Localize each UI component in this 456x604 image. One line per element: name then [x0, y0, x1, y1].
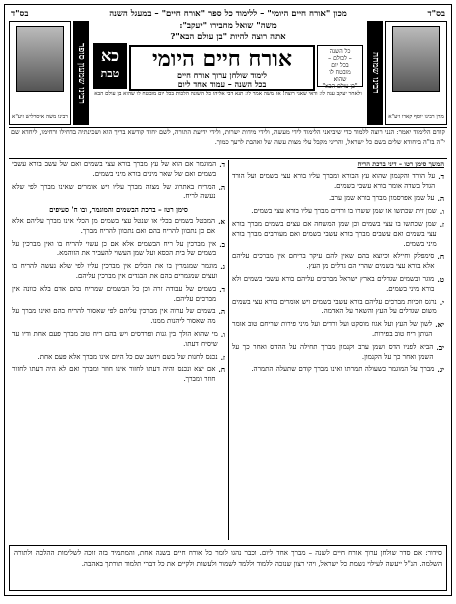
- side-box-line: כל השנה: [329, 48, 351, 55]
- list-item: [232, 220, 444, 249]
- document-page: [4, 4, 452, 596]
- item-number: ג.: [220, 262, 225, 272]
- list-item: [232, 172, 444, 192]
- portrait-left: [9, 21, 71, 125]
- top-line-center: מכון "אורח חיים היומי" – ללימוד כל ספר "אורח חיים" – במעגל השנה: [109, 8, 347, 19]
- list-item: [12, 330, 225, 350]
- side-box-line: – לכולם –: [328, 55, 352, 62]
- date-box: [93, 43, 127, 89]
- item-text: על שמן אפרסמון מברך בורא שמן ערב.: [328, 194, 435, 203]
- top-line-right: בס"ד: [427, 8, 445, 19]
- strip-right: רבינו שמחה: [367, 21, 383, 125]
- list-item: [232, 275, 444, 295]
- item-number: ו.: [220, 329, 225, 339]
- item-text: סימפלק וחיילא וכיוצא בהם שאין להם עיקר בריחם אין מברכים עליהם אלא בורא עצי בשמים שהרי הם גדלים מן העץ.: [232, 252, 435, 271]
- item-number: ב.: [219, 239, 225, 249]
- list-item: [232, 365, 444, 375]
- side-box-line: שהוא: [333, 76, 347, 83]
- item-text: מי שהוא הולך בין גנות ופרדסים ויש בהם ריח טוב מברך פעם אחת ודיו עד שיסיח דעתו.: [12, 329, 218, 348]
- left-column-top-items: [12, 160, 225, 202]
- content-columns: [9, 160, 447, 540]
- title-box: [129, 45, 315, 91]
- section-heading: סימן רטז – ברכת הבשמים והמוגמר, ובו ח' סעיפים: [49, 205, 188, 215]
- item-number: ז.: [439, 219, 444, 229]
- top-line-left: בס"ד: [11, 8, 29, 19]
- strip-left: רבינו שמעון סופר: [73, 21, 89, 125]
- footer-note: סידור: אם סדר שולחן ערוך אורח חיים לשנה – מברך אחד ליום. וכבר נהגו לומר כל אורח חיים בשנה אחת, והמתמיד בזה זוכה לשלימות ההלכה ולתורה השלמה. הנ"ל ייעשה לעילוי נשמת כל ישראל, ויהי רצון שנזכה ללמוד וללמד לשמור ולעשות ולקיים את כל דברי תלמוד תורתך באהבה.: [9, 545, 447, 591]
- item-text: נכנס לחנות של בשם ויושב שם כל היום אינו מברך אלא פעם אחת.: [37, 352, 218, 361]
- page-title: אורח חיים היומי: [151, 46, 293, 72]
- header-line-2: אתה רוצה להיות "בן עולם הבא"?: [170, 32, 286, 42]
- list-item: [232, 207, 444, 217]
- item-text: מוגמר שמגמרין בו את הכלים אין מברכין עליו לפי שלא נעשה להריח בו ועצים שמגמרים בהם את הבגדים אין מברכין עליהם.: [12, 262, 218, 280]
- header-center: [93, 21, 363, 125]
- item-text: מברך על המוגמר כשעולה תמרתו ואינו מברך קודם שתעלה התמרה.: [251, 365, 435, 374]
- item-text: המבטל בשמים בכלי או שנטל עצי בשמים מן הכלי אינו מברך עליהם אלא אם כן נתכוון להריח בהם ואם נתכוון להריח מברך.: [12, 216, 216, 235]
- item-number: ד.: [438, 171, 444, 181]
- date-month: טבת: [100, 67, 120, 80]
- item-number: ט.: [437, 274, 444, 284]
- list-item: [12, 262, 225, 282]
- item-number: ד.: [219, 284, 225, 294]
- left-column: [9, 160, 228, 540]
- item-text: בשמים של ערוה אין מברכין עליהם לפי שאסור להריח בהם ואינו מברך על מה שאסור ליהנות ממנו.: [12, 307, 216, 326]
- portrait-left-image: [16, 26, 64, 92]
- item-text: הביא לפניו הדס ושמן ערב וקנמון מברך תחילה על ההדס ואחר כך על השמן ואחר כך על הקנמון.: [232, 342, 434, 361]
- item-number: יא.: [435, 320, 444, 330]
- list-item: [12, 160, 225, 180]
- item-text: המריח באתרוג של מצוה מברך עליו ויש אומרים שאינו מברך לפי שלא נעשה לריח.: [12, 182, 216, 201]
- list-item: [232, 320, 444, 340]
- item-text: נרגס וזכיות מברכים עליהם בורא עשבי בשמים ויש אומרים בורא עצי בשמים משום שגדלים על העץ והשאר על האדמה.: [232, 297, 437, 316]
- header-bottom-text: ולאחר יעקב ענה לו: ודאי שאני רוצה! אז משה אמר לו: תנא דבי אליהו כל השונה הלכות בכל יום מובטח לו שהוא בן עולם הבא: [94, 91, 362, 97]
- item-number: י.: [439, 297, 444, 307]
- item-number: יב.: [436, 342, 444, 352]
- header-line-1: משה" שואל מחבירו "יעקב":: [179, 21, 277, 31]
- item-text: שמן זית שכתשו או שמן ששרו בו ורדים מברך עליו בורא עצי בשמים.: [251, 207, 437, 216]
- item-text: בשמים של עבודה זרה וכן כל הבשמים שמריח בהם אדם בלא כוונה אין מברכים עליהם.: [12, 284, 217, 303]
- subtitle-2: בכל השנה – עמוד אחד ליום: [177, 79, 267, 89]
- item-text: אין מברכין על ריח הבשמים אלא אם כן עשוי להריח בו ואין מברכין על בשמים של בית הכסא ועל שמן העשוי להעביר את הזוהמא.: [12, 239, 217, 258]
- item-number: ח.: [437, 252, 444, 262]
- item-number: ד.: [219, 160, 225, 169]
- item-number: ו.: [439, 207, 444, 217]
- item-text: על הורד והקנמון שהוא עץ הבורא ומברך עליו בורא עצי בשמים ועל הורד הגדל בשדה אומר בורא עשבי בשמים.: [232, 171, 436, 190]
- item-number: ה.: [218, 307, 225, 317]
- side-box-line: בכל יום: [331, 62, 349, 69]
- left-column-items: [12, 217, 225, 385]
- list-item: [12, 353, 225, 363]
- item-text: מוגר ובשמים שגדלים בארץ ישראל מברכים עליהם בורא עשבי בשמים ולא בורא מיני בשמים.: [232, 274, 435, 293]
- list-item: [232, 298, 444, 318]
- item-number: ה.: [437, 194, 444, 204]
- portrait-left-caption: רבינו משה איסרליש זיע"א: [12, 114, 68, 120]
- item-number: ה.: [218, 182, 225, 192]
- item-number: יג.: [437, 365, 444, 375]
- right-column-heading: המשך סימן רטו – דיני ברכת הריח: [357, 160, 444, 168]
- list-item: [12, 365, 225, 385]
- item-number: א.: [218, 216, 225, 226]
- list-item: [232, 252, 444, 272]
- list-item: [12, 217, 225, 237]
- top-line: [11, 7, 445, 19]
- item-number: ח.: [218, 365, 225, 375]
- list-item: [232, 194, 444, 204]
- item-text: שמן שכתשו בו עצי בשמים וכן שמן המשחה אם עצים בשמים מברך בורא עצי בשמים ואם עשבים מברך בורא עשבי בשמים ואם מעורבים מברך בורא מיני בשמים.: [232, 219, 437, 248]
- header: [9, 21, 447, 125]
- portrait-right-image: [392, 26, 440, 92]
- list-item: [12, 240, 225, 260]
- item-text: לשון של העץ ועל אגוז מוסקט ועל ורדים ועל מיני פירות שריחם טוב אומר הנותן ריח טוב בפירות.: [232, 320, 433, 338]
- item-text: אם יצא ונכנס והיה דעתו לחזור אינו חוזר ומברך ואם לא היה דעתו לחזור חוזר ומברך.: [12, 365, 216, 384]
- side-box-line: מובטח לו: [329, 69, 351, 76]
- side-box-line: "בן עולם הבא": [322, 83, 358, 90]
- list-item: [12, 183, 225, 203]
- item-text: המוגמר אם הוא של עץ מברך בורא עצי בשמים ואם של עשב בורא עשבי בשמים ואם של שאר מינים בורא מיני בשמים.: [12, 160, 217, 178]
- item-number: ז.: [220, 352, 225, 362]
- right-column: [228, 160, 447, 540]
- list-item: [232, 343, 444, 363]
- portrait-right: [385, 21, 447, 125]
- subtitle-1: לימוד שולחן ערוך אורח חיים: [176, 70, 268, 80]
- portrait-right-caption: מרן רבינו יוסף קארו זיע"א: [388, 114, 444, 120]
- list-item: [12, 307, 225, 327]
- opening-prayer: קודם הלימוד יאמר: הנני רוצה ללמוד כדי שיביאני הלימוד לידי מעשה, ולידי מידות ישרות, ולידי ידיעת התורה, לשם יחוד קודשא בריך הוא ושכינתיה בדחילו ורחימו, ליחדא שם י"ה בו"ה ביחודא שלים בשם כל ישראל, והריני מקבל עלי מצות עשה של ואהבת לרעך כמוך.: [9, 127, 447, 159]
- list-item: [12, 285, 225, 305]
- date-day: כא: [100, 46, 120, 65]
- right-column-items: [232, 172, 444, 375]
- side-box: [317, 45, 363, 90]
